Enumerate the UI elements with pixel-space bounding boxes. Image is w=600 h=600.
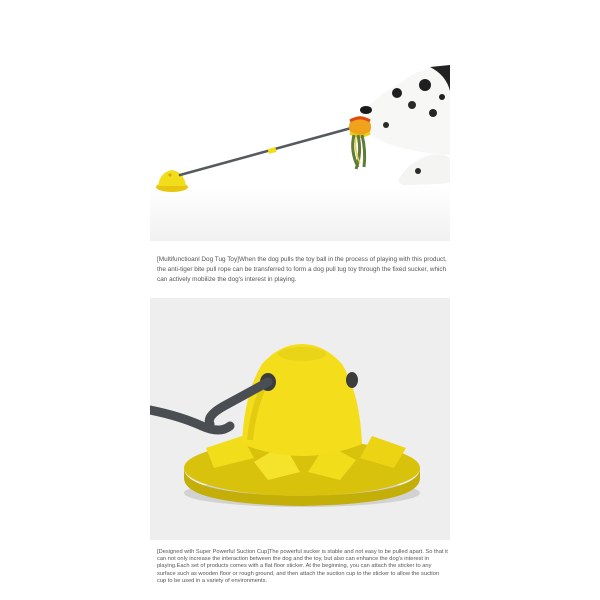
caption-multifunctional: [Multifunctioanl Dog Tug Toy]When the dog pulls the toy ball in the process of playing with this product, the anti-tiger bite pull rope can be transferred to form a dog pull tug toy through the fixed sucker, which can actively mobilize the dog's interest in playing. xyxy=(157,256,447,283)
dog-paw xyxy=(398,155,450,186)
pull-rope xyxy=(180,127,355,175)
product-photo-dog-tug xyxy=(150,55,450,241)
rope-clip xyxy=(268,147,277,154)
rope-tassel xyxy=(353,135,365,169)
rope-hole-right xyxy=(346,372,358,388)
caption-suction-cup: [Designed with Super Powerful Suction Cup]The powerful sucker is stable and not easy to be pulled apart. So that it can not only increase the interaction between the dog and the toy, but also can enhance the dog's interest in playing.Each set of products comes with a flat floor sticker. At the beginning, you can attach the sticker to any surface such as wooden floor or rough ground, and then attach the suction cup to the sticker to allow the suction cup to be used in a variety of environments. xyxy=(157,549,448,584)
product-photo-suction-cup xyxy=(150,298,450,540)
dog-head xyxy=(361,65,450,155)
suction-cup-dome xyxy=(158,170,186,186)
